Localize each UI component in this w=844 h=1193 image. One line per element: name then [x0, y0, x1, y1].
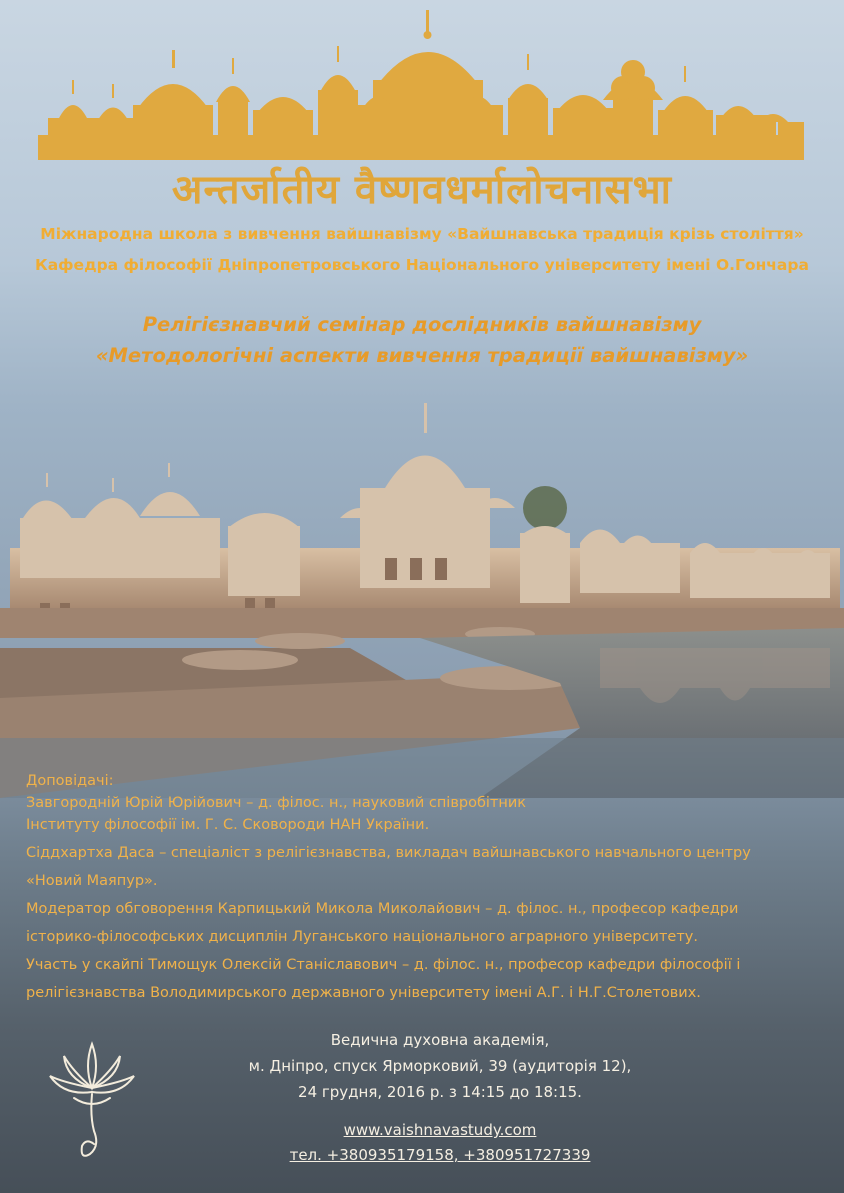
speaker-line: історико-філософських дисциплін Луганського національного аграрного університету. — [26, 929, 698, 945]
phone-numbers[interactable]: тел. +380935179158, +380951727339 — [289, 1146, 591, 1164]
speaker-line: «Новий Маяпур». — [26, 873, 158, 889]
speaker-line: Сіддхартха Даса – спеціаліст з релігієзнавства, викладач вайшнавського навчального центру — [26, 845, 751, 861]
venue-section — [140, 1027, 740, 1105]
speaker-line: Інституту філософії ім. Г. С. Сковороди НАН України. — [26, 817, 430, 833]
temple-skyline-icon — [38, 10, 804, 160]
venue-line2: м. Дніпро, спуск Ярморковий, 39 (аудиторія 12), — [248, 1057, 632, 1075]
website-link[interactable]: www.vaishnavastudy.com — [343, 1121, 537, 1139]
speaker-line: Завгородній Юрій Юрійович – д. філос. н., науковий співробітник — [26, 795, 527, 811]
speaker-line: Модератор обговорення Карпицький Микола Миколайович – д. філос. н., професор кафедри — [26, 901, 739, 917]
venue-line3: 24 грудня, 2016 р. з 14:15 до 18:15. — [298, 1083, 582, 1101]
department-line: Кафедра філософії Дніпропетровського Національного університету імені О.Гончара — [35, 256, 809, 274]
seminar-title-line1: Релігієзнавчий семінар дослідників вайшнавізму — [142, 313, 702, 336]
speaker-line: релігієзнавства Володимирського державного університету імені А.Г. і Н.Г.Столетових. — [26, 985, 701, 1001]
title-devanagari: अन्तर्जातीय वैष्णवधर्मालोचनासभा — [171, 167, 673, 213]
contacts-section — [140, 1118, 740, 1168]
lotus-icon — [44, 1036, 140, 1170]
speaker-line: Участь у скайпі Тимощук Олексій Станіславович – д. філос. н., професор кафедри філософії і — [26, 957, 741, 973]
school-line: Міжнародна школа з вивчення вайшнавізму «Вайшнавська традиція крізь століття» — [40, 225, 804, 243]
seminar-title-line2: «Методологічні аспекти вивчення традиції вайшнавізму» — [95, 344, 749, 367]
temple-photo — [0, 398, 844, 798]
speakers-section — [26, 770, 826, 1004]
speakers-heading: Доповідачі: — [26, 773, 114, 789]
venue-line1: Ведична духовна академія, — [330, 1031, 550, 1049]
